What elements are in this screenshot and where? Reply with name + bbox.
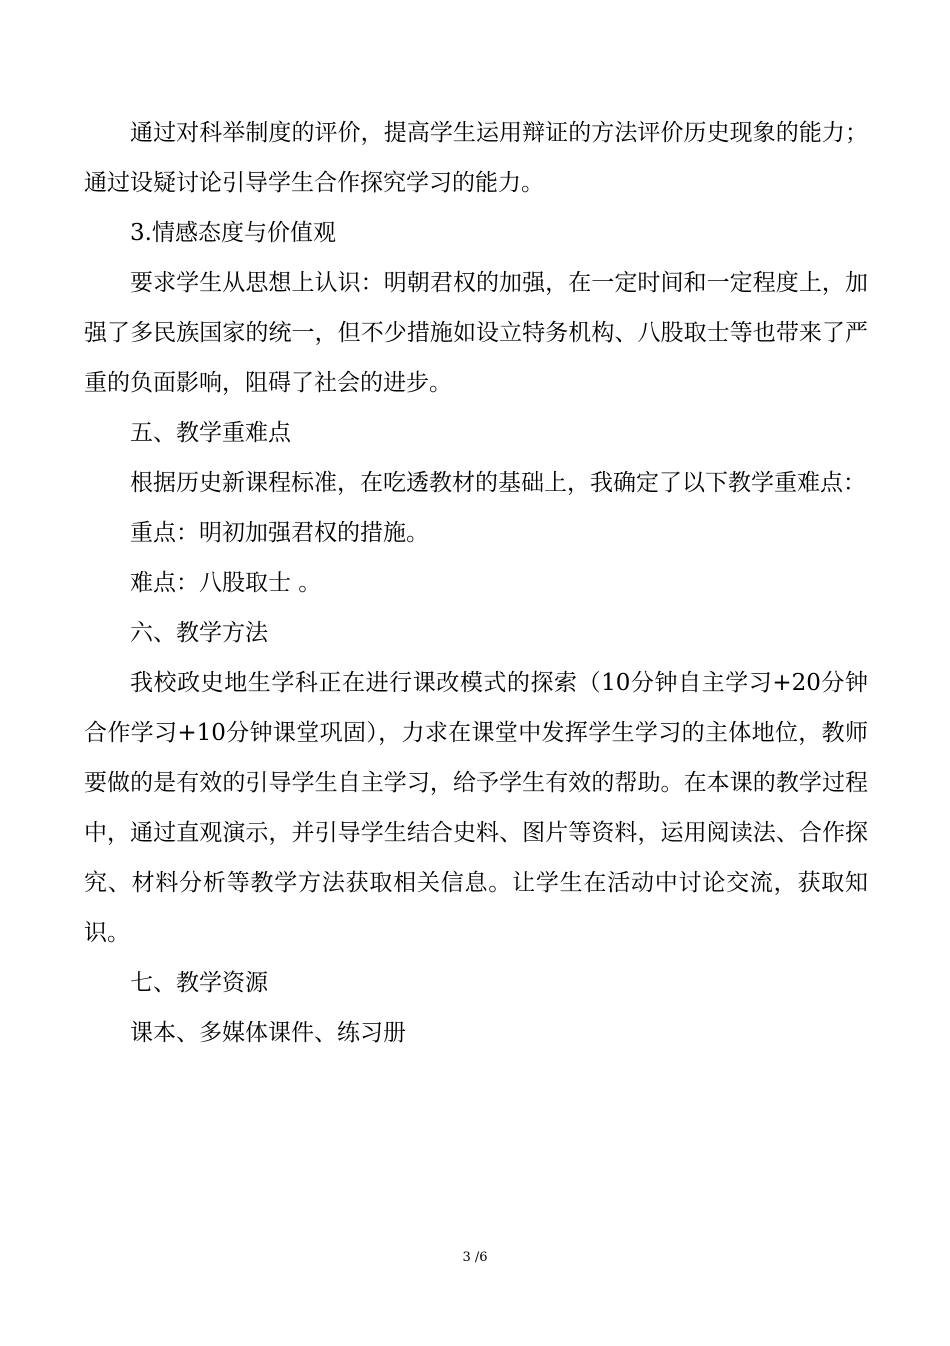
- heading-emotion-attitude-values: 3.情感态度与价值观: [130, 220, 336, 246]
- paragraph-teaching-methods: 我校政史地生学科正在进行课改模式的探索（10分钟自主学习+20分钟合作学习+10分钟课堂巩固），力求在课堂中发挥学生学习的主体地位，教师要做的是有效的引导学生自主学习，给予学生有效的帮助。在本课的教学过程中，通过直观演示，并引导学生结合史料、图片等资料，运用阅读法、合作探究、材料分析等教学方法获取相关信息。让学生在活动中讨论交流，获取知识。: [84, 670, 868, 946]
- document-body: [84, 108, 868, 1058]
- heading-teaching-resources: 七、教学资源: [130, 970, 268, 996]
- paragraph-difficult-point: 难点：八股取士 。: [130, 570, 322, 596]
- page-number: 3 /6: [462, 1250, 488, 1265]
- paragraph-curriculum-basis: 根据历史新课程标准，在吃透教材的基础上，我确定了以下教学重难点：: [130, 470, 866, 496]
- paragraph-evaluation-ability: 通过对科举制度的评价，提高学生运用辩证的方法评价历史现象的能力；通过设疑讨论引导学生合作探究学习的能力。: [84, 120, 868, 196]
- heading-key-difficult-points: 五、教学重难点: [130, 420, 291, 446]
- paragraph-teaching-resources: 课本、多媒体课件、练习册: [130, 1020, 406, 1046]
- paragraph-key-point: 重点：明初加强君权的措施。: [130, 520, 429, 546]
- heading-teaching-methods: 六、教学方法: [130, 620, 268, 646]
- paragraph-emotion-requirements: 要求学生从思想上认识：明朝君权的加强，在一定时间和一定程度上，加强了多民族国家的统一，但不少措施如设立特务机构、八股取士等也带来了严重的负面影响，阻碍了社会的进步。: [84, 270, 868, 396]
